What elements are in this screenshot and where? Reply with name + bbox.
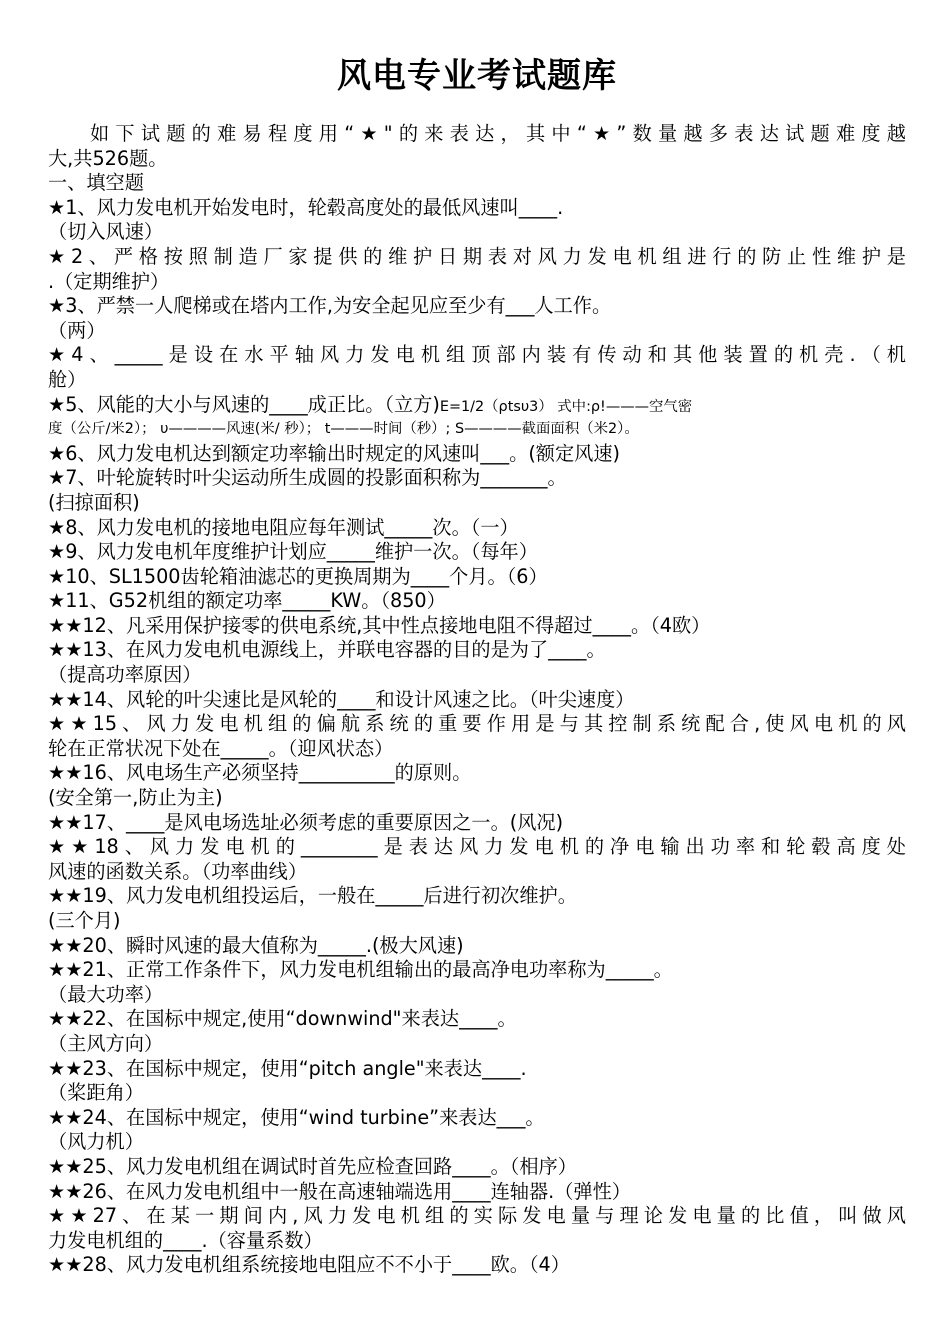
text-line: ★★12、凡采用保护接零的供电系统,其中性点接地电阻不得超过____。（4欧） bbox=[48, 613, 711, 637]
text-line: ★★27、在某一期间内,风力发电机组的实际发电量与理论发电量的比值，叫做风 bbox=[48, 1204, 906, 1228]
text-line: ★9、风力发电机年度维护计划应_____维护一次。（每年） bbox=[48, 540, 538, 564]
text-line: ★★25、风力发电机组在调试时首先应检查回路____。（相序） bbox=[48, 1154, 577, 1178]
text-line: ★★14、风轮的叶尖速比是风轮的____和设计风速之比。（叶尖速度） bbox=[48, 687, 635, 711]
text-line: ★10、SL1500齿轮箱油滤芯的更换周期为____个月。（6） bbox=[48, 564, 548, 588]
text-line: (安全第一,防止为主) bbox=[48, 786, 223, 810]
text-line: ★★15、风力发电机组的偏航系统的重要作用是与其控制系统配合,使风电机的风 bbox=[48, 712, 906, 736]
text-line: .（定期维护） bbox=[48, 269, 170, 293]
text-line: ★7、叶轮旋转时叶尖运动所生成圆的投影面积称为_______。 bbox=[48, 466, 567, 490]
text-line: （两） bbox=[48, 318, 106, 342]
text-line: ★★28、风力发电机组系统接地电阻应不不小于____欧。（4） bbox=[48, 1253, 570, 1277]
text-line: 力发电机组的____.（容量系数） bbox=[48, 1228, 323, 1252]
text-line: （切入风速） bbox=[48, 220, 164, 244]
document-body bbox=[48, 122, 906, 1278]
text-line: ★★23、在国标中规定，使用“pitch angle"来表达____. bbox=[48, 1056, 527, 1080]
text-line: ★4、_____是设在水平轴风力发电机组顶部内装有传动和其他装置的机壳.（机 bbox=[48, 343, 906, 367]
text-line: ★★22、在国标中规定,使用“downwind"来表达____。 bbox=[48, 1007, 517, 1031]
text-line: ★1、风力发电机开始发电时，轮毂高度处的最低风速叫____. bbox=[48, 195, 564, 219]
text-line: (扫掠面积) bbox=[48, 490, 140, 514]
text-line: 风速的函数关系。（功率曲线） bbox=[48, 859, 308, 883]
formula-text: E=1/2（ρtsυ3） 式中:ρ!———空气密 bbox=[439, 398, 693, 415]
text-line: 如下试题的难易程度用“★"的来表达，其中“★”数量越多表达试题难度越 bbox=[90, 122, 906, 145]
text-line: （最大功率） bbox=[48, 982, 164, 1006]
text-line: ★★16、风电场生产必须坚持__________的原则。 bbox=[48, 761, 472, 785]
text-line: (三个月) bbox=[48, 909, 121, 932]
text-line: （风力机） bbox=[48, 1130, 144, 1154]
text-line: （提高功率原因） bbox=[48, 663, 202, 687]
text-line bbox=[48, 393, 906, 418]
text-line: 一、填空题 bbox=[48, 171, 144, 195]
text-line: ★★17、____是风电场选址必须考虑的重要原因之一。(风况) bbox=[48, 810, 564, 834]
text-line: ★11、G52机组的额定功率_____KW。（850） bbox=[48, 589, 446, 613]
text-line: ★★24、在国标中规定，使用“wind turbine”来表达___。 bbox=[48, 1105, 545, 1129]
text-line: （桨距角） bbox=[48, 1081, 144, 1105]
text-line: ★8、风力发电机的接地电阻应每年测试_____次。（一） bbox=[48, 515, 519, 539]
text-line: ★★13、在风力发电机电源线上，并联电容器的目的是为了____。 bbox=[48, 638, 606, 662]
text-line: ★★18、风力发电机的________是表达风力发电机的净电输出功率和轮毂高度处 bbox=[48, 835, 906, 859]
text-line: ★6、风力发电机达到额定功率输出时规定的风速叫___。(额定风速) bbox=[48, 441, 621, 465]
text-line: ★3、严禁一人爬梯或在塔内工作,为安全起见应至少有___人工作。 bbox=[48, 294, 612, 318]
text-line: ★★19、风力发电机组投运后，一般在_____后进行初次维护。 bbox=[48, 884, 577, 908]
document-title: 风电专业考试题库 bbox=[337, 56, 617, 96]
text-line: （主风方向） bbox=[48, 1031, 164, 1055]
text-line: ★★20、瞬时风速的最大值称为_____.(极大风速) bbox=[48, 933, 464, 957]
line-main-text: ★5、风能的大小与风速的____成正比。（立方) bbox=[48, 392, 440, 416]
text-line: 度（公斤/米2）； υ————风速(米/ 秒）； t———时间（秒）; S————截面面积（米2）。 bbox=[48, 421, 639, 438]
text-line: ★★21、正常工作条件下，风力发电机组输出的最高净电功率称为_____。 bbox=[48, 958, 673, 982]
text-line: 大,共526题。 bbox=[48, 146, 168, 170]
text-line: 轮在正常状况下处在_____。（迎风状态） bbox=[48, 736, 394, 760]
text-line: 舱） bbox=[48, 367, 87, 391]
text-line: ★2、严格按照制造厂家提供的维护日期表对风力发电机组进行的防止性维护是 bbox=[48, 244, 906, 268]
text-line: ★★26、在风力发电机组中一般在高速轴端选用____连轴器.（弹性） bbox=[48, 1179, 631, 1203]
